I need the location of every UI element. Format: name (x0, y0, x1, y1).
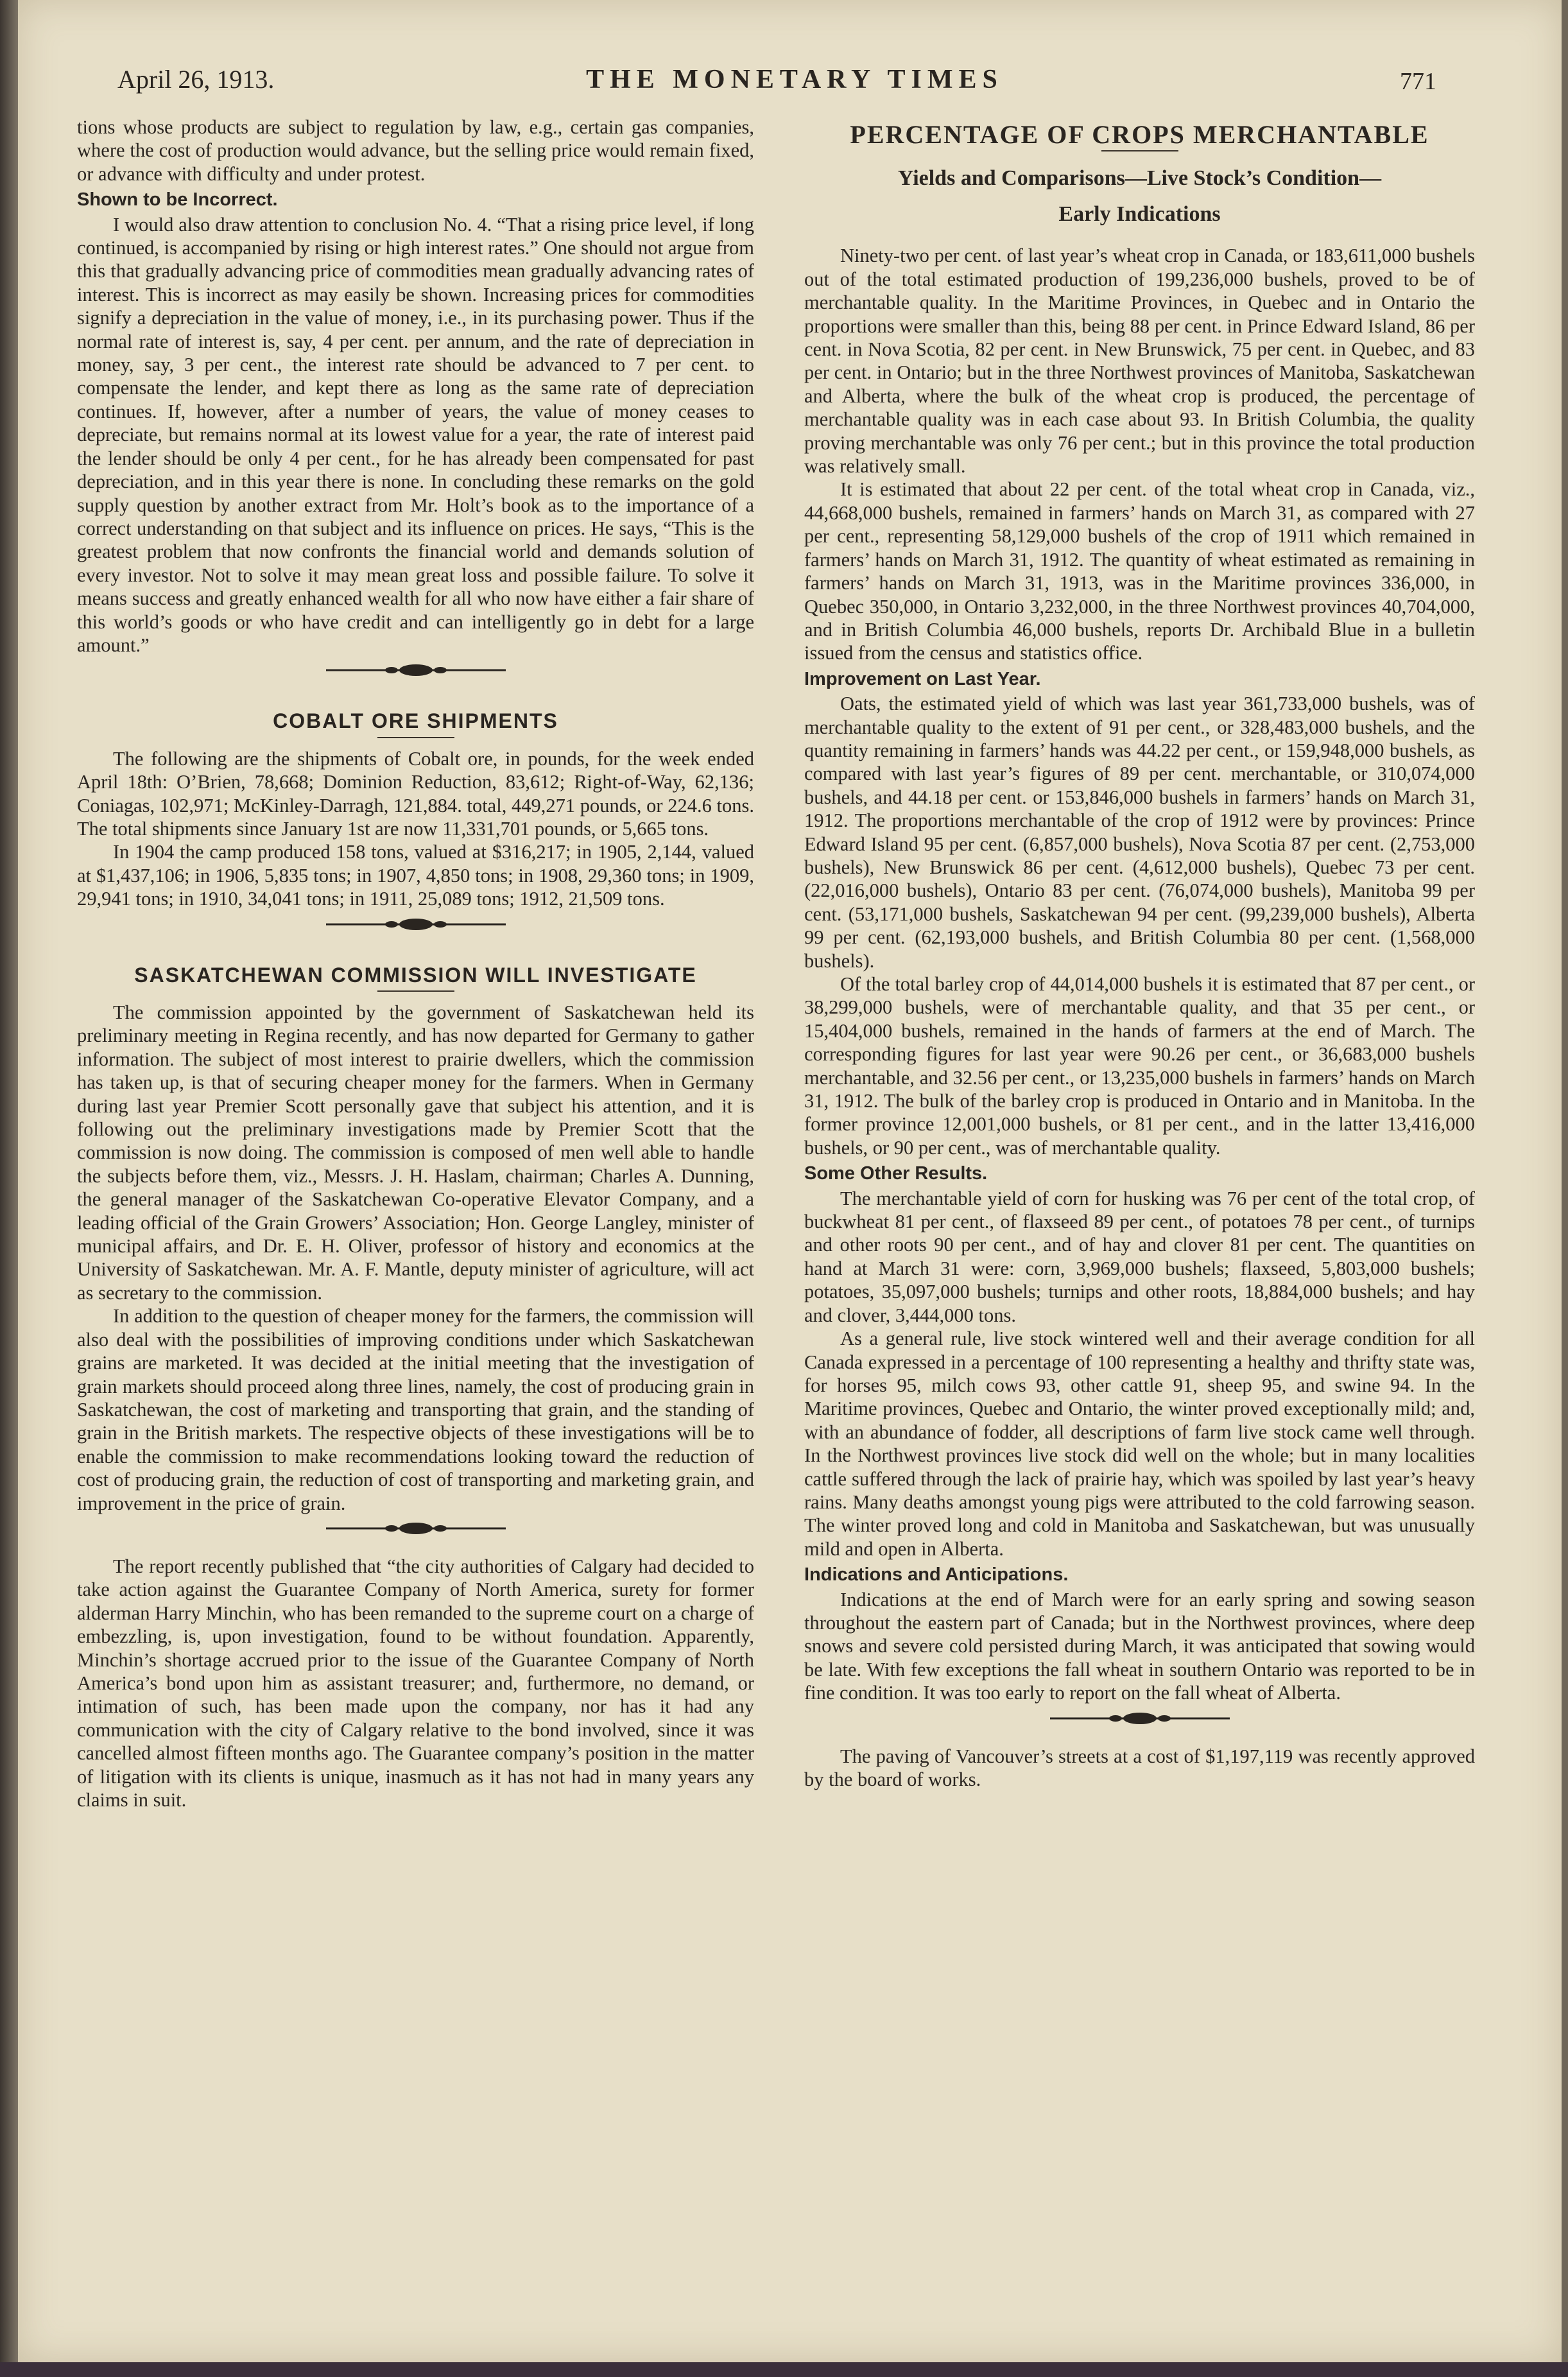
vancouver-paragraph: The paving of Vancouver’s streets at a cost of $1,197,119 was recently approved by the board of works. (804, 1745, 1475, 1790)
book-binding (0, 0, 18, 2377)
ornament-divider (77, 915, 754, 947)
intro-paragraph: tions whose products are subject to regulation by law, e.g., certain gas companies, where the cost of production would advance, but the selling price would remain fixed, or advance with difficulty and under protest. (77, 116, 754, 185)
improvement-subheading: Improvement on Last Year. (804, 668, 1041, 689)
title-rule (377, 737, 454, 738)
saskatchewan-paragraph-1: The commission appointed by the government of Saskatchewan held its preliminary meeting in Regina recently, and has now departed for Germany to gather information. The subject of most interest to prairie dwellers, which the commission has taken up, is that of securing cheaper money for the farmers. When in Germany during last year Premier Scott personally gave that subject his attention, and it is following out the preliminary investigations made by Premier Scott that the commission is now doing. The commission is composed of men well able to handle the subjects before them, viz., Messrs. J. H. Haslam, chairman; Charles A. Dunning, the general manager of the Saskatchewan Co-operative Elevator Company, and a leading official of the Grain Growers’ Association; Hon. George Langley, minister of municipal affairs, and Dr. E. H. Oliver, professor of history and economics at the University of Saskatchewan. Mr. A. F. Mantle, deputy minister of agriculture, will act as secretary to the commission. (77, 1001, 754, 1304)
crops-paragraph-3: Oats, the estimated yield of which was last year 361,733,000 bushels, was of merchantable quality to the extent of 91 per cent., or 328,483,000 bushels, and the quantity remaining in farmers’ hands was 44.22 per cent., or 159,948,000 bushels, as compared with last year’s figures of 89 per cent. merchantable, or 310,074,000 bushels, and 44.18 per cent. or 153,846,000 bushels in farmers’ hands on March 31, 1912. The proportions merchantable of the crop of 1912 were by provinces: Prince Edward Island 95 per cent. (6,857,000 bushels), Nova Scotia 87 per cent. (2,753,000 bushels), New Brunswick 86 per cent. (4,612,000 bushels), Quebec 73 per cent. (22,016,000 bushels), Ontario 83 per cent. (76,074,000 bushels), Manitoba 99 per cent. (53,171,000 bushels, Saskatchewan 94 per cent. (99,239,000 bushels), Alberta 99 per cent. (62,193,000 bushels, and British Columbia 80 per cent. (1,568,000 bushels). (804, 693, 1475, 972)
crops-paragraph-6: As a general rule, live stock wintered well and their average condition for all Canada expressed in a percentage of 100 representing a healthy and thrifty state was, for horses 95, milch cows 93, other cattle 91, sheep 95, and swine 94. In the Maritime provinces, Quebec and Ontario, the winter proved exceptionally mild; and, with an abundance of fodder, all descriptions of farm live stock came well through. In the Northwest provinces live stock did well on the whole; but in many localities cattle suffered through the lack of prairie hay, which was spoiled by last year’s heavy rains. Many deaths amongst young pigs were attributed to the cold farrowing season. The winter proved long and cold in Manitoba and Saskatchewan, but was unusually mild and open in Alberta. (804, 1327, 1475, 1560)
deck-line-2: Early Indications (1058, 202, 1221, 227)
newspaper-page (18, 0, 1562, 2362)
ornament-divider (77, 1519, 754, 1551)
calgary-paragraph: The report recently published that “the city authorities of Calgary had decided to take action against the Guarantee Company of North America, surety for former alderman Harry Minchin, who has been remanded to the supreme court on a charge of embezzling, is, upon investigation, found to be without foundation. Apparently, Minchin’s shortage accrued prior to the issue of the Guarantee Company of North America’s bond upon him as assistant treasurer; and, furthermore, no demand, or intimation of such, has been made upon the company, nor has it had any communication with the city of Calgary relative to the bond involved, since it was cancelled almost fifteen months ago. The Guarantee company’s position in the matter of litigation with its clients is unique, inasmuch as it has not had in many years any claims in suit. (77, 1555, 754, 1811)
page-bottom-edge (0, 2362, 1568, 2377)
crops-paragraph-7: Indications at the end of March were for an early spring and sowing season throughout the eastern part of Canada; but in the Northwest provinces, where deep snows and severe cold persisted during March, it was anticipated that sowing would be late. With few exceptions the fall wheat in southern Ontario was reported to be in fine condition. It was too early to report on the fall wheat of Alberta. (804, 1588, 1475, 1704)
masthead: THE MONETARY TIMES (586, 65, 1003, 94)
saskatchewan-title: SASKATCHEWAN COMMISSION WILL INVESTIGATE (134, 963, 697, 987)
issue-date: April 26, 1913. (117, 65, 275, 94)
ornament-divider (77, 661, 754, 693)
cobalt-title: COBALT ORE SHIPMENTS (273, 709, 558, 733)
right-column (804, 116, 1475, 2337)
incorrect-paragraph: I would also draw attention to conclusion No. 4. “That a rising price level, if long continued, is accompanied by rising or high interest rates.” One should not argue from this that gradually advancing price of commodities mean gradually advancing rates of interest. This is incorrect as may easily be shown. Increasing prices for commodities signify a depreciation in the value of money, i.e., in its purchasing power. Thus if the normal rate of interest is, say, 4 per cent. per annum, and the rate of depreciation in money, say, 3 per cent., the interest rate should be advanced to 7 per cent. to compensate the lender, and kept there as long as the same rate of depreciation continues. If, however, after a number of years, the value of money ceases to depreciate, but remains normal at its lowest value for a year, the rate of interest paid the lender should be only 4 per cent., for he has already been compensated for past depreciation, and in this year there is none. In concluding these remarks on the gold supply question by another extract from Mr. Holt’s book as to the importance of a correct understanding on that subject and its influence on prices. He says, “This is the greatest problem that now confronts the financial world and demands solution of every investor. Not to solve it may mean great loss and possible failure. To solve it means success and greatly enhanced wealth for all who now have either a fair share of this world’s goods or who have credit and can intelligently go in debt for a large amount.” (77, 213, 754, 656)
page-header (95, 61, 1449, 106)
cobalt-paragraph-2: In 1904 the camp produced 158 tons, valued at $316,217; in 1905, 2,144, valued at $1,437,106; in 1906, 5,835 tons; in 1907, 4,850 tons; in 1908, 29,360 tons; in 1909, 29,941 tons; in 1910, 34,041 tons; in 1911, 25,089 tons; 1912, 21,509 tons. (77, 841, 754, 910)
crops-paragraph-1: Ninety-two per cent. of last year’s wheat crop in Canada, or 183,611,000 bushels out of the total estimated production of 199,236,000 bushels, proved to be of merchantable quality. In the Maritime Provinces, in Quebec and in Ontario the proportions were smaller than this, being 88 per cent. in Prince Edward Island, 86 per cent. in Nova Scotia, 82 per cent. in New Brunswick, 75 per cent. in Quebec, and 83 per cent. in Ontario; but in the three Northwest provinces of Manitoba, Saskatchewan and Alberta, where the bulk of the wheat crop is produced, the percentage of merchantable quality was in each case about 93. In British Columbia, the quality proving merchantable was only 76 per cent.; but in this province the total production was relatively small. (804, 245, 1475, 478)
crops-paragraph-4: Of the total barley crop of 44,014,000 bushels it is estimated that 87 per cent., or 38,299,000 bushels, were of merchantable quality, and that 35 per cent., or 15,404,000 bushels, remained in the hands of farmers at the end of March. The corresponding figures for last year were 90.26 per cent., or 36,683,000 bushels merchantable, and 32.56 per cent., or 13,235,000 bushels in farmers’ hands on March 31, 1912. The bulk of the barley crop is produced in Ontario and in Manitoba. In the former province 12,001,000 bushels, or 81 per cent., and in the latter 13,416,000 bushels, or 90 per cent., was of merchantable quality. (804, 973, 1475, 1159)
deck-line-1: Yields and Comparisons—Live Stock’s Condition— (897, 166, 1382, 191)
ornament-divider (804, 1709, 1475, 1741)
crops-paragraph-2: It is estimated that about 22 per cent. of the total wheat crop in Canada, viz., 44,668,000 bushels, remained in farmers’ hands on March 31, as compared with 27 per cent., representing 58,129,000 bushels of the crop of 1911 which remained in farmers’ hands on March 31, 1912. The quantity of wheat estimated as remaining in farmers’ hands on March 31, 1913, was in the Maritime provinces 336,000, in Quebec 350,000, in Ontario 3,232,000, in the three Northwest provinces 40,704,000, and in British Columbia 46,000 bushels, reports Dr. Archibald Blue in a bulletin issued from the census and statistics office. (804, 478, 1475, 664)
cobalt-paragraph-1: The following are the shipments of Cobalt ore, in pounds, for the week ended April 18th: O’Brien, 78,668; Dominion Reduction, 83,612; Right-of-Way, 62,136; Coniagas, 102,971; McKinley-Darragh, 121,884. total, 449,271 pounds, or 224.6 tons. The total shipments since January 1st are now 11,331,701 pounds, or 5,665 tons. (77, 747, 754, 840)
article-title: PERCENTAGE OF CROPS MERCHANTABLE (850, 120, 1429, 149)
saskatchewan-paragraph-2: In addition to the question of cheaper money for the farmers, the commission will also deal with the possibilities of improving conditions under which Saskatchewan grains are marketed. It was decided at the initial meeting that the investigation of grain markets should proceed along three lines, namely, the cost of producing grain in Saskatchewan, the cost of marketing and transporting that grain, and the standing of grain in the British markets. The respective objects of these investigations will be to enable the commission to make recommendations looking toward the reduction of cost of producing grain, the reduction of cost of transporting and marketing grain, and improvement in the price of grain. (77, 1305, 754, 1514)
other-results-subheading: Some Other Results. (804, 1163, 988, 1184)
crops-paragraph-5: The merchantable yield of corn for husking was 76 per cent of the total crop, of buckwheat 81 per cent., of flaxseed 89 per cent., of potatoes 78 per cent., of turnips and other roots 90 per cent., and of hay and clover 81 per cent. The quantities on hand at March 31 were: corn, 3,969,000 bushels; flaxseed, 5,803,000 bushels; potatoes, 35,097,000 bushels; turnips and other roots, 18,884,000 bushels; and hay and clover, 3,444,000 tons. (804, 1187, 1475, 1326)
incorrect-subheading: Shown to be Incorrect. (77, 189, 278, 211)
title-rule (1101, 150, 1178, 151)
article-deck (804, 160, 1475, 232)
title-rule (377, 990, 454, 992)
page-number: 771 (1400, 68, 1436, 95)
indications-subheading: Indications and Anticipations. (804, 1564, 1069, 1586)
left-column (77, 116, 754, 2337)
